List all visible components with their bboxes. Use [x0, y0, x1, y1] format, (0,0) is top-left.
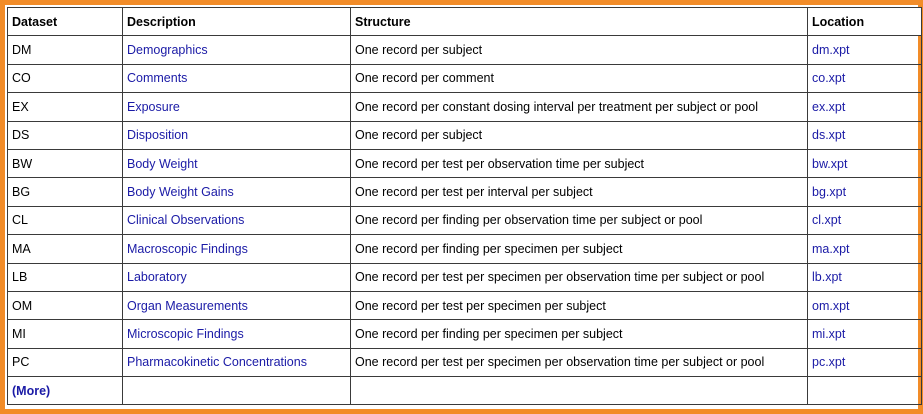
structure-cell: One record per subject — [351, 36, 808, 64]
description-link[interactable]: Organ Measurements — [123, 291, 351, 319]
dataset-code-cell: MI — [8, 320, 123, 348]
dataset-code-cell: PC — [8, 348, 123, 376]
description-link[interactable]: Demographics — [123, 36, 351, 64]
dataset-code-cell: LB — [8, 263, 123, 291]
table-row — [8, 263, 922, 291]
description-link[interactable]: Body Weight — [123, 149, 351, 177]
table-row — [8, 235, 922, 263]
table-row — [8, 149, 922, 177]
structure-cell: One record per subject — [351, 121, 808, 149]
structure-cell: One record per test per specimen per observation time per subject or pool — [351, 263, 808, 291]
description-link[interactable]: Microscopic Findings — [123, 320, 351, 348]
header-description: Description — [123, 8, 351, 36]
structure-cell: One record per test per specimen per observation time per subject or pool — [351, 348, 808, 376]
location-link[interactable]: cl.xpt — [808, 206, 922, 234]
structure-cell: One record per finding per specimen per subject — [351, 320, 808, 348]
location-link[interactable]: mi.xpt — [808, 320, 922, 348]
location-link[interactable]: co.xpt — [808, 64, 922, 92]
description-link[interactable]: Exposure — [123, 93, 351, 121]
location-link[interactable]: om.xpt — [808, 291, 922, 319]
empty-cell — [808, 377, 922, 405]
structure-cell: One record per constant dosing interval per treatment per subject or pool — [351, 93, 808, 121]
location-link[interactable]: ex.xpt — [808, 93, 922, 121]
table-row — [8, 348, 922, 376]
dataset-code-cell: EX — [8, 93, 123, 121]
location-link[interactable]: ma.xpt — [808, 235, 922, 263]
dataset-code-cell: CO — [8, 64, 123, 92]
dataset-code-cell: DM — [8, 36, 123, 64]
table-row — [8, 36, 922, 64]
dataset-code-cell: CL — [8, 206, 123, 234]
header-dataset: Dataset — [8, 8, 123, 36]
table-row — [8, 93, 922, 121]
dataset-code-cell: OM — [8, 291, 123, 319]
description-link[interactable]: Pharmacokinetic Concentrations — [123, 348, 351, 376]
table-row — [8, 121, 922, 149]
more-row — [8, 377, 922, 405]
description-link[interactable]: Macroscopic Findings — [123, 235, 351, 263]
structure-cell: One record per test per observation time per subject — [351, 149, 808, 177]
description-link[interactable]: Body Weight Gains — [123, 178, 351, 206]
header-structure: Structure — [351, 8, 808, 36]
table-row — [8, 291, 922, 319]
table-row — [8, 178, 922, 206]
location-link[interactable]: bw.xpt — [808, 149, 922, 177]
dataset-code-cell: DS — [8, 121, 123, 149]
table-row — [8, 64, 922, 92]
header-row — [8, 8, 922, 36]
more-link[interactable]: (More) — [8, 377, 123, 405]
description-link[interactable]: Laboratory — [123, 263, 351, 291]
structure-cell: One record per comment — [351, 64, 808, 92]
structure-cell: One record per test per specimen per subject — [351, 291, 808, 319]
table-row — [8, 320, 922, 348]
location-link[interactable]: bg.xpt — [808, 178, 922, 206]
location-link[interactable]: ds.xpt — [808, 121, 922, 149]
structure-cell: One record per finding per observation time per subject or pool — [351, 206, 808, 234]
description-link[interactable]: Clinical Observations — [123, 206, 351, 234]
structure-cell: One record per finding per specimen per subject — [351, 235, 808, 263]
description-link[interactable]: Comments — [123, 64, 351, 92]
dataset-code-cell: BG — [8, 178, 123, 206]
dataset-table — [7, 7, 922, 405]
dataset-code-cell: MA — [8, 235, 123, 263]
empty-cell — [123, 377, 351, 405]
description-link[interactable]: Disposition — [123, 121, 351, 149]
structure-cell: One record per test per interval per subject — [351, 178, 808, 206]
location-link[interactable]: dm.xpt — [808, 36, 922, 64]
empty-cell — [351, 377, 808, 405]
table-row — [8, 206, 922, 234]
header-location: Location — [808, 8, 922, 36]
location-link[interactable]: pc.xpt — [808, 348, 922, 376]
dataset-code-cell: BW — [8, 149, 123, 177]
location-link[interactable]: lb.xpt — [808, 263, 922, 291]
